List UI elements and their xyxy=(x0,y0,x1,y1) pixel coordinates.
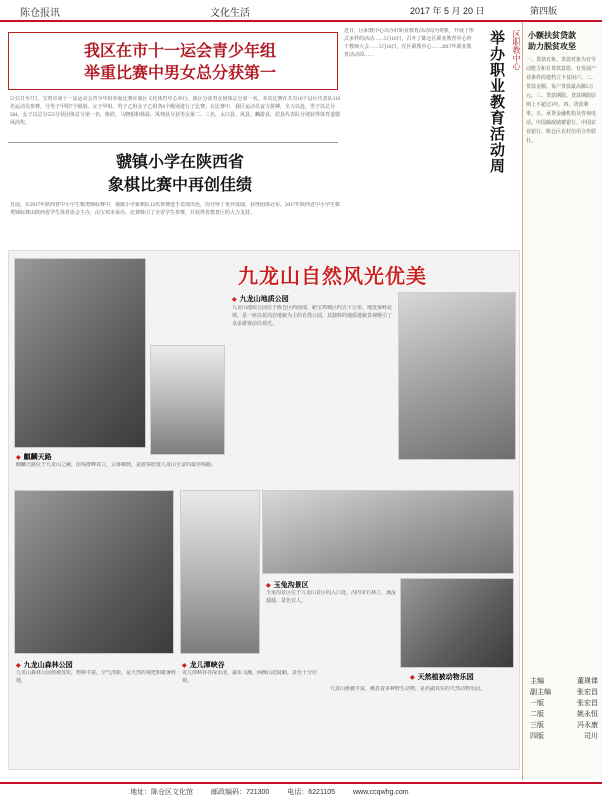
article3-body: 近日，区职教中心以办好职业教育活动周为契机，开展了形式多样的活动……5月10日，召开了陈仓区职业教育中心骨干教师大会……5月18日，在区职教中心……2017年职业教育活动周…… xyxy=(344,29,474,58)
edition-label: 第四版 xyxy=(530,6,558,16)
editor-row: 二版 姚永恒 xyxy=(530,711,598,718)
page-footer xyxy=(0,782,602,800)
feature-title: 九龙山自然风光优美 xyxy=(238,266,427,288)
article2-body: 日前，在2017年陕西省中小学生棋类锦标赛中，虢镇小学象棋队12名参赛选手表现出色，均夺得了优异成绩，获得团体冠军。2017年陕西省中小学生棋类锦标赛由陕西省学生体育协会主办，由宝鸡市承办。比赛吸引了全省学生参赛，并获得省教育厅的大力支持。 xyxy=(10,203,340,216)
footer-site[interactable]: www.ccqwhg.com xyxy=(352,789,409,796)
page-header xyxy=(0,0,602,22)
photo-mountain-panorama xyxy=(262,490,514,574)
subhead-gorge: ◆ 龙儿潭峡谷 xyxy=(182,660,225,670)
photo-pines xyxy=(150,345,225,455)
forest-text: 九龙山森林公园植被茂密，物种丰富，空气清新，是天然的氧吧和避暑胜地。 xyxy=(16,671,176,684)
article1-headline-line1: 我区在市十一运会青少年组 xyxy=(83,41,276,60)
subhead-animal: ◆ 天然植被动物乐园 xyxy=(410,672,474,682)
photo-waterfall xyxy=(180,490,260,654)
rabbit-text: 玉兔沟景区位于九龙山景区的入口处，沟内奇石林立，溪流潺潺，景色宜人。 xyxy=(266,591,396,604)
road-text: 麒麟天路位于九龙山之巅，沿线群峰耸立，云雾缭绕，是游客欣赏九龙山全景的最佳线路。 xyxy=(16,463,217,468)
section-name: 文化生活 xyxy=(210,8,250,19)
article2-headline-line1: 虢镇小学在陕西省 xyxy=(115,152,244,171)
article1-headline-line2: 举重比赛中男女总分获第一 xyxy=(83,63,276,82)
right-column-title-line1: 小额扶贫贷款 xyxy=(528,30,576,40)
article1-headline xyxy=(30,40,330,84)
right-column-title xyxy=(528,30,598,52)
right-column-body: 一、贷款对象。贷款对象为有劳动能力和有贷款意愿、有发展产业条件的建档立卡贫困户。二、贷款金额。每户贷款最高额5万元。三、贷款期限。贷款期限原则上不超过3年。四、贷款利率。五、承贷金融机构及咨询电话。中国邮政储蓄银行、中国农业银行、陈仓区农村信用合作联社。 xyxy=(526,58,597,144)
editor-row: 四版 司川 xyxy=(530,733,598,740)
footer-postcode: 邮政编码：721300 xyxy=(210,789,270,796)
article2-headline xyxy=(30,150,330,196)
photo-stream xyxy=(400,578,514,668)
issue-date: 2017 年 5 月 20 日 xyxy=(410,6,485,16)
animal-text: 九龙山植被丰富，栖息着多种野生动物，是名副其实的天然动物乐园。 xyxy=(330,687,486,692)
photo-rock-cliff xyxy=(14,258,146,448)
footer-address: 地址：陈仓区文化馆 xyxy=(130,789,193,796)
editor-row: 一版 张宏昌 xyxy=(530,700,598,707)
subhead-road: ◆ 麒麟天路 xyxy=(16,452,52,462)
right-column-title-line2: 助力脱贫攻坚 xyxy=(528,41,576,51)
footer-phone: 电话：6221105 xyxy=(287,789,335,796)
subhead-rabbit: ◆ 玉兔沟景区 xyxy=(266,580,309,590)
article3-vertical-sub: 区职教中心 xyxy=(512,30,521,70)
editor-row: 主编 董瑛课 xyxy=(530,678,598,685)
editor-list xyxy=(530,676,598,742)
masthead: 陈仓报讯 xyxy=(20,8,60,19)
photo-mountain-forest xyxy=(14,490,174,654)
geopark-text: 九龙山地质公园位于陈仓区西南部，距宝鸡城区约五十公里，地处秦岭北坡，是一座以花岗岩地貌为主的自然公园，其独特的地质地貌景观吸引了众多游客前往观光。 xyxy=(232,306,392,327)
editor-row: 副主编 张宏昌 xyxy=(530,689,598,696)
subhead-geopark: ◆ 九龙山地质公园 xyxy=(232,294,289,304)
article3-vertical-title: 举办职业教育活动周 xyxy=(488,30,506,174)
article1-body: 5月5日至7日，宝鸡市第十一届运动会青少年组举重比赛在我区文化体育中心举行。我区分获男女团体总分第一名。本次比赛在共有10个县区代表队316名运动员参赛，分男子甲组7个级别、女子甲组、男子乙组女子乙组各6个级别进行了比赛。在比赛中，我区运动员奋力拼搏，全力以赴，男子以总分584，女子以总分555分获团体总分第一名，陈欣、马晓娟和韩晨、凤翔县分获男女第二、三名，太白县、凤县、麟游县、眉县代表队分别获得体育道德风尚奖。 xyxy=(10,97,340,126)
article2-headline-line2: 象棋比赛中再创佳绩 xyxy=(107,175,252,194)
editor-row: 三版 冯永康 xyxy=(530,722,598,729)
photo-peak xyxy=(398,292,516,460)
subhead-forest: ◆ 九龙山森林公园 xyxy=(16,660,73,670)
gorge-text: 龙儿潭峡谷谷深水清，瀑布飞溅，两侧山崖陡峭，景色十分壮观。 xyxy=(182,671,318,684)
